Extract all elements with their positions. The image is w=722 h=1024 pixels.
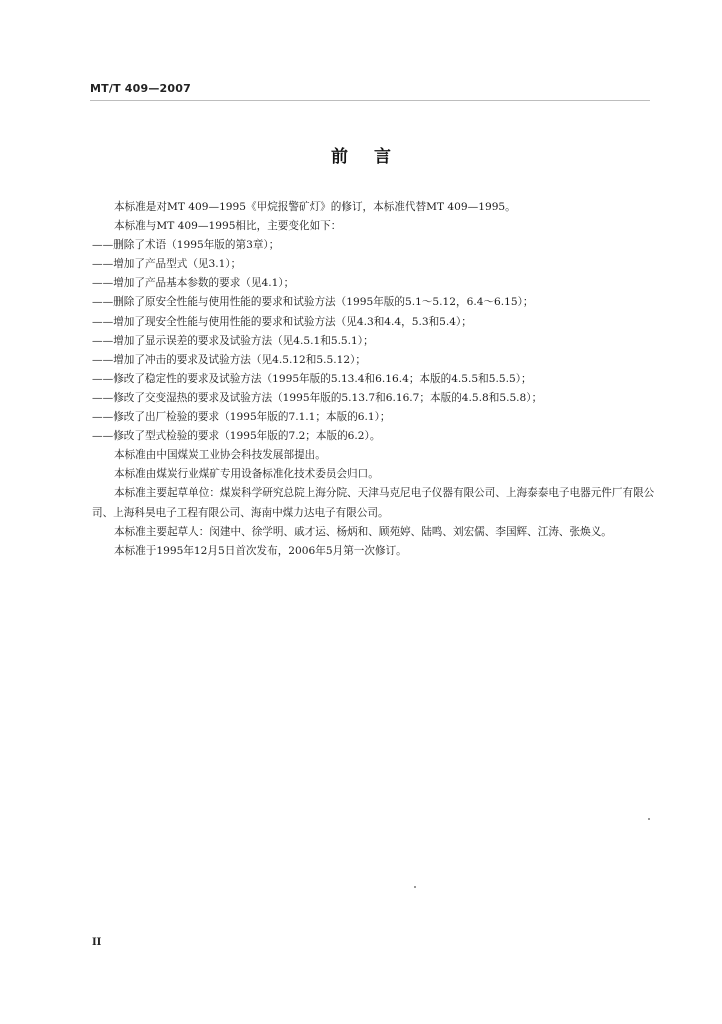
paragraph-drafters: 本标准主要起草人：闵建中、徐学明、戚才运、杨炳和、顾苑婷、陆鸣、刘宏儒、李国辉、江涛、张焕义。 <box>114 525 612 538</box>
paragraph-changes-intro: 本标准与MT 409—1995相比，主要变化如下： <box>114 220 342 233</box>
change-item: ——增加了显示误差的要求及试验方法（见4.5.1和5.5.1）； <box>92 334 374 347</box>
change-item: ——增加了冲击的要求及试验方法（见4.5.12和5.5.12）； <box>92 353 366 366</box>
document-code: MT/T 409—2007 <box>90 82 191 95</box>
page-number: II <box>92 937 102 948</box>
change-item: ——删除了原安全性能与使用性能的要求和试验方法（1995年版的5.1～5.12，6.4～6.15）； <box>92 296 534 309</box>
change-item: ——修改了交变湿热的要求及试验方法（1995年版的5.13.7和6.16.7；本版的4.5.8和5.5.8）； <box>92 391 543 404</box>
scan-speck <box>414 886 416 888</box>
scan-speck <box>648 818 650 820</box>
change-item: ——删除了术语（1995年版的第3章）； <box>92 239 280 252</box>
change-item: ——修改了稳定性的要求及试验方法（1995年版的5.13.4和6.16.4；本版的4.5.5和5.5.5）； <box>92 372 532 385</box>
change-item: ——修改了出厂检验的要求（1995年版的7.1.1；本版的6.1）； <box>92 411 391 424</box>
paragraph-drafting-units: 本标准主要起草单位：煤炭科学研究总院上海分院、天津马克尼电子仪器有限公司、上海泰泰电子电器元件厂有限公司、上海科昊电子工程有限公司、海南中煤力达电子有限公司。 <box>92 487 655 519</box>
paragraph-revision-statement: 本标准是对MT 409—1995《甲烷报警矿灯》的修订，本标准代替MT 409—1995。 <box>114 201 516 213</box>
page-title: 前言 <box>331 147 417 167</box>
header-rule <box>90 100 650 101</box>
paragraph-committee: 本标准由煤炭行业煤矿专用设备标准化技术委员会归口。 <box>114 468 379 481</box>
change-item: ——增加了产品基本参数的要求（见4.1）； <box>92 277 295 290</box>
foreword-body <box>92 198 662 561</box>
change-item: ——增加了现安全性能与使用性能的要求和试验方法（见4.3和4.4，5.3和5.4）； <box>92 315 472 328</box>
paragraph-proposer: 本标准由中国煤炭工业协会科技发展部提出。 <box>114 449 326 462</box>
paragraph-release-history: 本标准于1995年12月5日首次发布，2006年5月第一次修订。 <box>114 544 407 557</box>
change-item: ——修改了型式检验的要求（1995年版的7.2；本版的6.2）。 <box>92 430 381 443</box>
change-item: ——增加了产品型式（见3.1）； <box>92 258 242 271</box>
